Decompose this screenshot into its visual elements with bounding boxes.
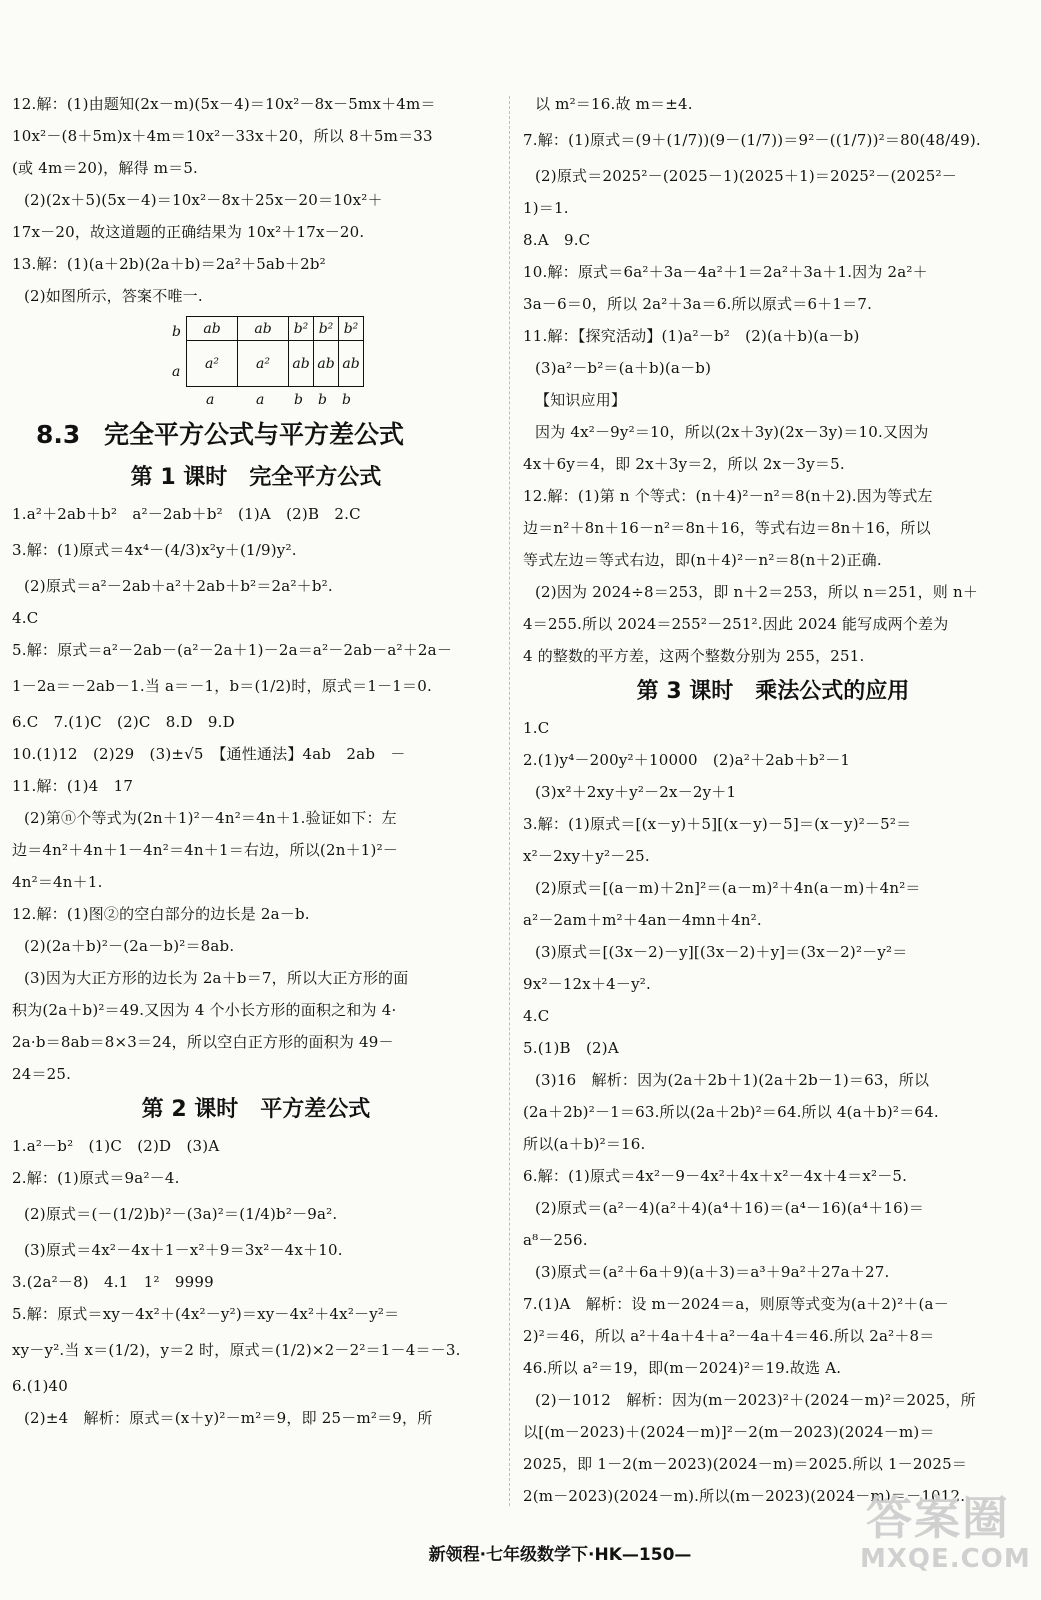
row-label-a: a <box>172 364 181 380</box>
answer-line: 2)²＝46，所以 a²＋4a＋4＋a²－4a＋4＝46.所以 2a²＋8＝ <box>523 1327 935 1345</box>
answer-line: (3)因为大正方形的边长为 2a＋b＝7，所以大正方形的面 <box>24 969 409 987</box>
section-number: 8.3 <box>36 420 81 449</box>
row-label-b: b <box>172 324 181 340</box>
col-label: a <box>256 392 265 408</box>
answer-line: 5.(1)B (2)A <box>523 1039 619 1057</box>
answer-line: 12.解：(1)由题知(2x－m)(5x－4)＝10x²－8x－5mx＋4m＝ <box>12 95 436 113</box>
answer-line: (2)原式＝2025²－(2025－1)(2025＋1)＝2025²－(2025²－ <box>535 167 957 185</box>
answer-line: x²－2xy＋y²－25. <box>523 847 650 865</box>
answer-line: 1.C <box>523 719 550 737</box>
answer-line: 【知识应用】 <box>535 391 627 409</box>
cell: ab <box>187 317 238 341</box>
answer-line: 2025，即 1－2(m－2023)(2024－m)＝2025.所以 1－2025＝ <box>523 1455 968 1473</box>
answer-line: 5.解：原式＝a²－2ab－(a²－2a＋1)－2a＝a²－2ab－a²＋2a－ <box>12 641 453 659</box>
answer-line: 4.C <box>12 609 39 627</box>
lesson1-answers <box>12 498 500 1090</box>
answer-line: 4.C <box>523 1007 550 1025</box>
answer-line: 12.解：(1)图②的空白部分的边长是 2a－b. <box>12 905 310 923</box>
watermark-text: 答案圈 <box>866 1491 1010 1545</box>
answer-line: 2(m－2023)(2024－m).所以(m－2023)(2024－m)＝－1012. <box>523 1487 966 1505</box>
answer-line: (2)(2x＋5)(5x－4)＝10x²－8x＋25x－20＝10x²＋ <box>24 191 383 209</box>
answer-line: 46.所以 a²＝19，即(m－2024)²＝19.故选 A. <box>523 1359 842 1377</box>
left-column <box>12 88 500 1434</box>
cell: a² <box>238 341 289 387</box>
answer-line: 6.(1)40 <box>12 1377 69 1395</box>
answer-line: (2)－1012 解析：因为(m－2023)²＋(2024－m)²＝2025，所 <box>535 1391 976 1409</box>
answer-line: 2.解：(1)原式＝9a²－4. <box>12 1169 180 1187</box>
answer-line: (或 4m＝20)，解得 m＝5. <box>12 159 199 177</box>
col-label: b <box>318 392 327 408</box>
answer-line: 11.解：(1)4 17 <box>12 777 134 795</box>
area-model-grid <box>186 316 364 387</box>
left-answers-part1 <box>12 88 500 312</box>
answer-line: 以 m²＝16.故 m＝±4. <box>535 95 693 113</box>
answer-line: 24＝25. <box>12 1065 72 1083</box>
column-divider <box>509 96 510 1506</box>
answer-line: 13.解：(1)(a＋2b)(2a＋b)＝2a²＋5ab＋2b² <box>12 255 326 273</box>
answer-line: 11.解：【探究活动】(1)a²－b² (2)(a＋b)(a－b) <box>523 327 860 345</box>
answer-line: 以[(m－2023)＋(2024－m)]²－2(m－2023)(2024－m)＝ <box>523 1423 935 1441</box>
answer-line: 5.解：原式＝xy－4x²＋(4x²－y²)＝xy－4x²＋4x²－y²＝ <box>12 1305 400 1323</box>
lesson3-title: 第 3 课时 乘法公式的应用 <box>636 679 910 704</box>
watermark-url: MXQE.COM <box>860 1544 1031 1574</box>
cell: ab <box>238 317 289 341</box>
answer-line: (3)原式＝(a²＋6a＋9)(a＋3)＝a³＋9a²＋27a＋27. <box>535 1263 890 1281</box>
answer-line: 6.解：(1)原式＝4x²－9－4x²＋4x＋x²－4x＋4＝x²－5. <box>523 1167 908 1185</box>
answer-line: 2.(1)y⁴－200y²＋10000 (2)a²＋2ab＋b²－1 <box>523 751 851 769</box>
answer-line: 8.A 9.C <box>523 231 591 249</box>
answer-line: 积为(2a＋b)²＝49.又因为 4 个小长方形的面积之和为 4· <box>12 1001 397 1019</box>
answer-line: 12.解：(1)第 n 个等式：(n＋4)²－n²＝8(n＋2).因为等式左 <box>523 487 933 505</box>
answer-line: (2)第ⓝ个等式为(2n＋1)²－4n²＝4n＋1.验证如下：左 <box>24 809 397 827</box>
answer-line: 边＝n²＋8n＋16－n²＝8n＋16，等式右边＝8n＋16，所以 <box>523 519 931 537</box>
answer-line: (2)原式＝a²－2ab＋a²＋2ab＋b²＝2a²＋b². <box>24 577 333 595</box>
watermark <box>846 1482 1031 1592</box>
answer-line: 1.a²＋2ab＋b² a²－2ab＋b² (1)A (2)B 2.C <box>12 505 361 523</box>
area-model-figure <box>172 312 500 412</box>
answer-line: 1－2a＝－2ab－1.当 a＝－1，b＝(1/2)时，原式＝1－1＝0. <box>12 677 432 695</box>
answer-line: (3)原式＝4x²－4x＋1－x²＋9＝3x²－4x＋10. <box>24 1241 343 1259</box>
answer-line: a²－2am＋m²＋4an－4mn＋4n². <box>523 911 762 929</box>
answer-line: 1.a²－b² (1)C (2)D (3)A <box>12 1137 220 1155</box>
answer-line: 4 的整数的平方差，这两个整数分别为 255，251. <box>523 647 865 665</box>
col-label: b <box>294 392 303 408</box>
col-label: b <box>342 392 351 408</box>
answer-line: (3)16 解析：因为(2a＋2b＋1)(2a＋2b－1)＝63，所以 <box>535 1071 930 1089</box>
answer-line: 2a·b＝8ab＝8×3＝24，所以空白正方形的面积为 49－ <box>12 1033 394 1051</box>
answer-line: (2)因为 2024÷8＝253，即 n＋2＝253，所以 n＝251，则 n＋ <box>535 583 979 601</box>
answer-line: 17x－20，故这道题的正确结果为 10x²＋17x－20. <box>12 223 365 241</box>
cell: ab <box>314 341 339 387</box>
answer-line: (2a＋2b)²－1＝63.所以(2a＋2b)²＝64.所以 4(a＋b)²＝64. <box>523 1103 939 1121</box>
answer-line: 3.(2a²－8) 4.1 1² 9999 <box>12 1273 214 1291</box>
answer-line: 10.(1)12 (2)29 (3)±√5 【通性通法】4ab 2ab － <box>12 745 406 763</box>
answer-line: (2)如图所示，答案不唯一. <box>24 287 203 305</box>
answer-line: (3)原式＝[(3x－2)－y][(3x－2)＋y]＝(3x－2)²－y²＝ <box>535 943 908 961</box>
right-column <box>523 88 1023 1512</box>
answer-line: 6.C 7.(1)C (2)C 8.D 9.D <box>12 713 235 731</box>
cell: b² <box>314 317 339 341</box>
cell: ab <box>339 341 364 387</box>
lesson2-title: 第 2 课时 平方差公式 <box>141 1097 371 1122</box>
cell: a² <box>187 341 238 387</box>
cell: ab <box>289 341 314 387</box>
answer-line: 3.解：(1)原式＝4x⁴－(4/3)x²y＋(1/9)y². <box>12 541 297 559</box>
answer-line: (3)x²＋2xy＋y²－2x－2y＋1 <box>535 783 737 801</box>
answer-line: 1)＝1. <box>523 199 569 217</box>
section-title: 完全平方公式与平方差公式 <box>104 420 405 449</box>
section-heading <box>12 412 500 458</box>
answer-line: 因为 4x²－9y²＝10，所以(2x＋3y)(2x－3y)＝10.又因为 <box>535 423 929 441</box>
cell: b² <box>339 317 364 341</box>
answer-line: (2)原式＝(－(1/2)b)²－(3a)²＝(1/4)b²－9a². <box>24 1205 338 1223</box>
answer-line: 4x＋6y＝4，即 2x＋3y＝2，所以 2x－3y＝5. <box>523 455 845 473</box>
answer-line: 3a－6＝0，所以 2a²＋3a＝6.所以原式＝6＋1＝7. <box>523 295 873 313</box>
answer-line: 10x²－(8＋5m)x＋4m＝10x²－33x＋20，所以 8＋5m＝33 <box>12 127 433 145</box>
answer-line: 边＝4n²＋4n＋1－4n²＝4n＋1＝右边，所以(2n＋1)²－ <box>12 841 398 859</box>
answer-line: 9x²－12x＋4－y². <box>523 975 651 993</box>
answer-line: (2)±4 解析：原式＝(x＋y)²－m²＝9，即 25－m²＝9，所 <box>24 1409 433 1427</box>
answer-line: 等式左边＝等式右边，即(n＋4)²－n²＝8(n＋2)正确. <box>523 551 882 569</box>
answer-line: (2)原式＝[(a－m)＋2n]²＝(a－m)²＋4n(a－m)＋4n²＝ <box>535 879 921 897</box>
answer-line: 所以(a＋b)²＝16. <box>523 1135 646 1153</box>
answer-line: 4n²＝4n＋1. <box>12 873 103 891</box>
lesson3-answers <box>523 712 1023 1512</box>
lesson1-title: 第 1 课时 完全平方公式 <box>130 465 382 490</box>
answer-line: a⁸－256. <box>523 1231 588 1249</box>
answer-line: 3.解：(1)原式＝[(x－y)＋5][(x－y)－5]＝(x－y)²－5²＝ <box>523 815 912 833</box>
answer-line: (2)(2a＋b)²－(2a－b)²＝8ab. <box>24 937 235 955</box>
lesson2-answers <box>12 1130 500 1434</box>
answer-line: 10.解：原式＝6a²＋3a－4a²＋1＝2a²＋3a＋1.因为 2a²＋ <box>523 263 928 281</box>
cell: b² <box>289 317 314 341</box>
answer-line: xy－y².当 x＝(1/2)，y＝2 时，原式＝(1/2)×2－2²＝1－4＝－3. <box>12 1341 461 1359</box>
answer-line: 7.解：(1)原式＝(9＋(1/7))(9－(1/7))＝9²－((1/7))²＝80(48/49). <box>523 131 981 149</box>
answer-line: 7.(1)A 解析：设 m－2024＝a，则原等式变为(a＋2)²＋(a－ <box>523 1295 949 1313</box>
col-label: a <box>206 392 215 408</box>
right-answers-part1 <box>523 88 1023 672</box>
page-footer: 新领程·七年级数学下·HK—150— <box>428 1545 692 1565</box>
answer-line: (2)原式＝(a²－4)(a²＋4)(a⁴＋16)＝(a⁴－16)(a⁴＋16)＝ <box>535 1199 925 1217</box>
answer-line: (3)a²－b²＝(a＋b)(a－b) <box>535 359 712 377</box>
answer-line: 4＝255.所以 2024＝255²－251².因此 2024 能写成两个差为 <box>523 615 949 633</box>
